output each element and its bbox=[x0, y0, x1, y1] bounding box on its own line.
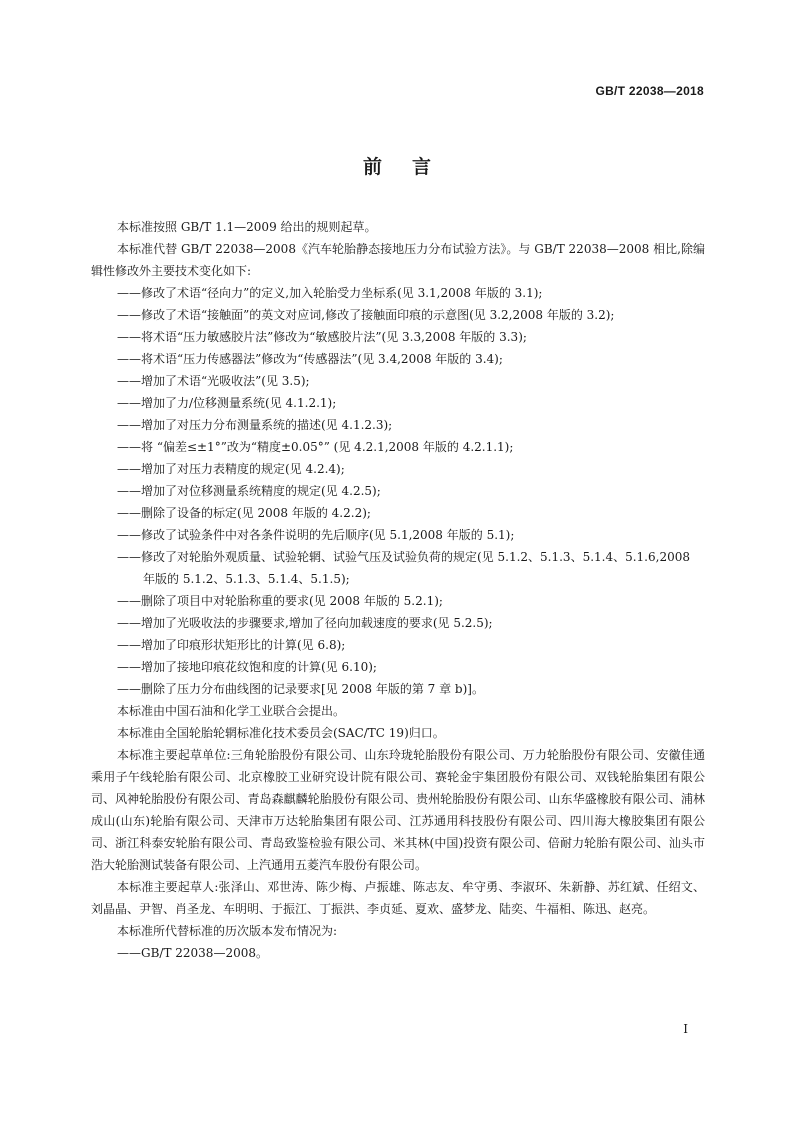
change-item: ——修改了术语“接触面”的英文对应词,修改了接触面印痕的示意图(见 3.2,2008 年版的 3.2); bbox=[117, 308, 615, 322]
change-item: ——增加了对压力分布测量系统的描述(见 4.1.2.3); bbox=[117, 418, 393, 432]
change-item: ——删除了项目中对轮胎称重的要求(见 2008 年版的 5.2.1); bbox=[117, 594, 443, 608]
drafters-paragraph: 本标准主要起草人:张泽山、邓世涛、陈少梅、卢振雄、陈志友、牟守勇、李淑环、朱新静、苏红斌、任绍文、刘晶晶、尹智、肖圣龙、车明明、于振江、丁振洪、李贞延、夏欢、盛梦龙、陆奕、牛福相、陈迅、赵亮。 bbox=[91, 880, 705, 916]
document-body bbox=[91, 216, 705, 964]
drafting-units-paragraph: 本标准主要起草单位:三角轮胎股份有限公司、山东玲珑轮胎股份有限公司、万力轮胎股份有限公司、安徽佳通乘用子午线轮胎有限公司、北京橡胶工业研究设计院有限公司、赛轮金宇集团股份有限公司、双钱轮胎集团有限公司、风神轮胎股份有限公司、青岛森麒麟轮胎股份有限公司、贵州轮胎股份有限公司、山东华盛橡胶有限公司、浦林成山(山东)轮胎有限公司、天津市万达轮胎集团有限公司、江苏通用科技股份有限公司、四川海大橡胶集团有限公司、浙江科泰安轮胎有限公司、青岛致鉴检验有限公司、米其林(中国)投资有限公司、倍耐力轮胎有限公司、汕头市浩大轮胎测试装备有限公司、上汽通用五菱汽车股份有限公司。 bbox=[91, 748, 705, 872]
change-item: ——修改了术语“径向力”的定义,加入轮胎受力坐标系(见 3.1,2008 年版的 3.1); bbox=[117, 286, 543, 300]
standard-code: GB/T 22038—2018 bbox=[595, 84, 704, 98]
change-item: ——修改了试验条件中对各条件说明的先后顺序(见 5.1,2008 年版的 5.1); bbox=[117, 528, 515, 542]
page-title: 前言 bbox=[362, 156, 461, 178]
change-item: ——删除了设备的标定(见 2008 年版的 4.2.2); bbox=[117, 506, 371, 520]
intro-paragraph: 本标准代替 GB/T 22038—2008《汽车轮胎静态接地压力分布试验方法》。与 GB/T 22038—2008 相比,除编辑性修改外主要技术变化如下: bbox=[91, 242, 705, 278]
change-item: ——增加了光吸收法的步骤要求,增加了径向加载速度的要求(见 5.2.5); bbox=[117, 616, 493, 630]
body-paragraph: 本标准由中国石油和化学工业联合会提出。 bbox=[117, 704, 346, 718]
change-item: ——增加了对位移测量系统精度的规定(见 4.2.5); bbox=[117, 484, 381, 498]
change-item: ——增加了对压力表精度的规定(见 4.2.4); bbox=[117, 462, 345, 476]
change-item: ——修改了对轮胎外观质量、试验轮辋、试验气压及试验负荷的规定(见 5.1.2、5.1.3、5.1.4、5.1.6,2008 年版的 5.1.2、5.1.3、5.1.4、5.1.5); bbox=[117, 550, 690, 586]
body-paragraph: 本标准所代替标准的历次版本发布情况为: bbox=[117, 924, 338, 938]
change-item: ——将 “偏差≤±1°”改为“精度±0.05°” (见 4.2.1,2008 年版的 4.2.1.1); bbox=[117, 440, 514, 454]
change-item: ——将术语“压力敏感胶片法”修改为“敏感胶片法”(见 3.3,2008 年版的 3.3); bbox=[117, 330, 527, 344]
change-item: ——增加了接地印痕花纹饱和度的计算(见 6.10); bbox=[117, 660, 377, 674]
page-number: I bbox=[683, 1022, 688, 1036]
change-item: ——增加了印痕形状矩形比的计算(见 6.8); bbox=[117, 638, 346, 652]
change-item: ——增加了术语“光吸收法”(见 3.5); bbox=[117, 374, 310, 388]
intro-paragraph: 本标准按照 GB/T 1.1—2009 给出的规则起草。 bbox=[117, 220, 377, 234]
change-item: ——增加了力/位移测量系统(见 4.1.2.1); bbox=[117, 396, 337, 410]
change-item: ——将术语“压力传感器法”修改为“传感器法”(见 3.4,2008 年版的 3.4); bbox=[117, 352, 503, 366]
history-item: ——GB/T 22038—2008。 bbox=[117, 946, 268, 960]
body-paragraph: 本标准由全国轮胎轮辋标准化技术委员会(SAC/TC 19)归口。 bbox=[117, 726, 445, 740]
change-item: ——删除了压力分布曲线图的记录要求[见 2008 年版的第 7 章 b)]。 bbox=[117, 682, 484, 696]
